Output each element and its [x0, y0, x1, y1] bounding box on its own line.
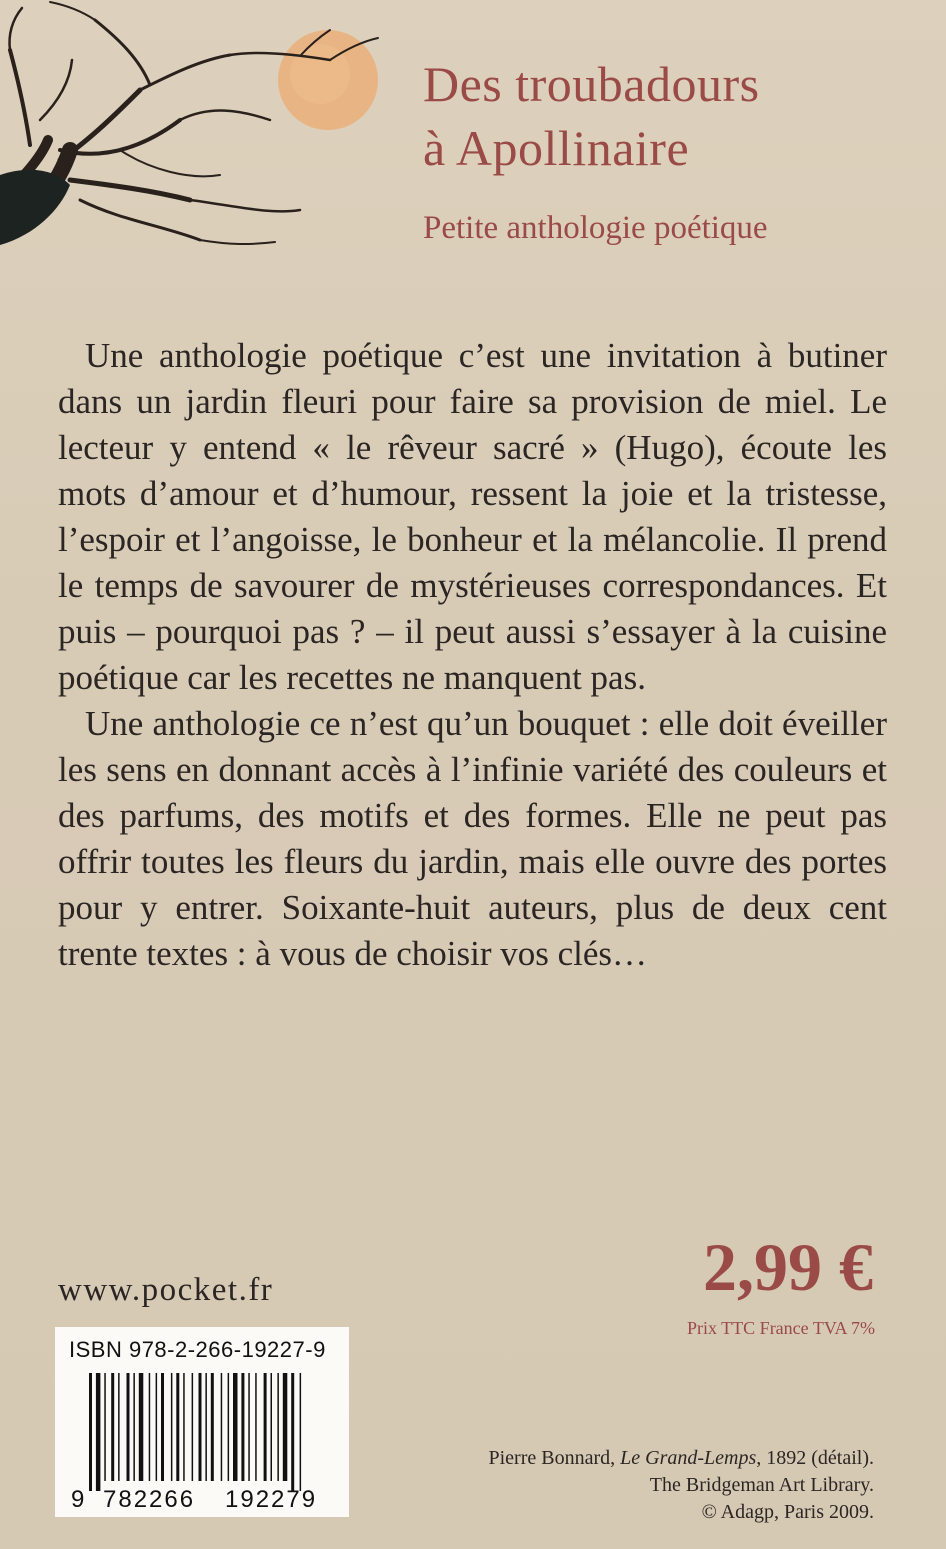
barcode-bar — [205, 1373, 207, 1481]
barcode-bar — [291, 1373, 294, 1491]
barcode-bar — [89, 1373, 92, 1491]
barcode-bar — [255, 1373, 257, 1481]
barcode-bar — [111, 1373, 114, 1481]
barcode-bar — [211, 1373, 214, 1481]
barcode-bar — [264, 1373, 267, 1481]
barcode-bar — [300, 1373, 302, 1491]
credit-copyright: © Adagp, Paris 2009. — [701, 1501, 874, 1523]
barcode-bar — [176, 1373, 179, 1481]
barcode-bar — [192, 1373, 194, 1481]
barcode-bar — [248, 1373, 250, 1481]
publisher-website: www.pocket.fr — [58, 1272, 274, 1308]
title-line-2: à Apollinaire — [423, 120, 690, 176]
cover-art-credit — [488, 1445, 874, 1526]
title-line-1: Des troubadours — [423, 56, 760, 112]
barcode-bar — [233, 1373, 238, 1481]
credit-artist: Pierre Bonnard, — [488, 1447, 621, 1469]
barcode-bar — [133, 1373, 135, 1481]
tree-branches-illustration — [0, 0, 400, 270]
barcode-block — [55, 1327, 349, 1517]
back-cover-blurb — [58, 333, 887, 977]
barcode-digits-left: 782266 — [103, 1486, 196, 1513]
credit-line-1 — [488, 1445, 874, 1472]
credit-work: Le Grand-Lemps — [620, 1447, 757, 1469]
book-title — [423, 52, 923, 180]
book-subtitle: Petite anthologie poétique — [423, 210, 768, 246]
blurb-paragraph-1: Une anthologie poétique c’est une invitation à butiner dans un jardin fleuri pour faire sa provision de miel. Le lecteur y entend « le rêveur sacré » (Hugo), écoute les mots d’amour et d’humour, ressent la joie et la tristesse, l’espoir et l’angoisse, le bonheur et la mélancolie. Il prend le temps de savourer de mystérieuses correspondances. Et puis – pourquoi pas ? – il peut aussi s’essayer à la cuisine poétique car les recettes ne manquent pas. — [58, 336, 887, 697]
blurb-paragraph-2: Une anthologie ce n’est qu’un bouquet : elle doit éveiller les sens en donnant accès à l’infinie variété des couleurs et des parfums, des motifs et des formes. Elle ne peut pas offrir toutes les fleurs du jardin, mais elle ouvre des portes pour y entrer. Soixante-huit auteurs, plus de deux cent trente textes : à vous de choisir vos clés… — [58, 704, 887, 973]
barcode-bar — [156, 1373, 158, 1481]
barcode-bar — [127, 1373, 130, 1481]
isbn-label: ISBN 978-2-266-19227-9 — [69, 1337, 326, 1362]
barcode-bar — [183, 1373, 185, 1481]
credit-year: , 1892 (détail). — [756, 1447, 874, 1469]
barcode-bar — [271, 1373, 273, 1481]
barcode-bar — [241, 1373, 244, 1481]
barcode — [55, 1373, 349, 1513]
barcode-digit-prefix: 9 — [71, 1486, 85, 1513]
barcode-bar — [199, 1373, 202, 1481]
barcode-bar — [221, 1373, 223, 1481]
barcode-bar — [228, 1373, 230, 1481]
barcode-bar — [277, 1373, 279, 1481]
barcode-bar — [161, 1373, 164, 1481]
barcode-bar — [283, 1373, 288, 1481]
barcode-bar — [139, 1373, 144, 1481]
price: 2,99 € — [703, 1229, 873, 1305]
barcode-bar — [118, 1373, 120, 1481]
barcode-bar — [104, 1373, 106, 1481]
credit-library: The Bridgeman Art Library. — [649, 1474, 874, 1496]
barcode-bar — [96, 1373, 101, 1491]
price-note: Prix TTC France TVA 7% — [687, 1318, 875, 1338]
barcode-bar — [149, 1373, 151, 1481]
barcode-digits-right: 192279 — [225, 1486, 318, 1513]
barcode-bar — [171, 1373, 173, 1481]
